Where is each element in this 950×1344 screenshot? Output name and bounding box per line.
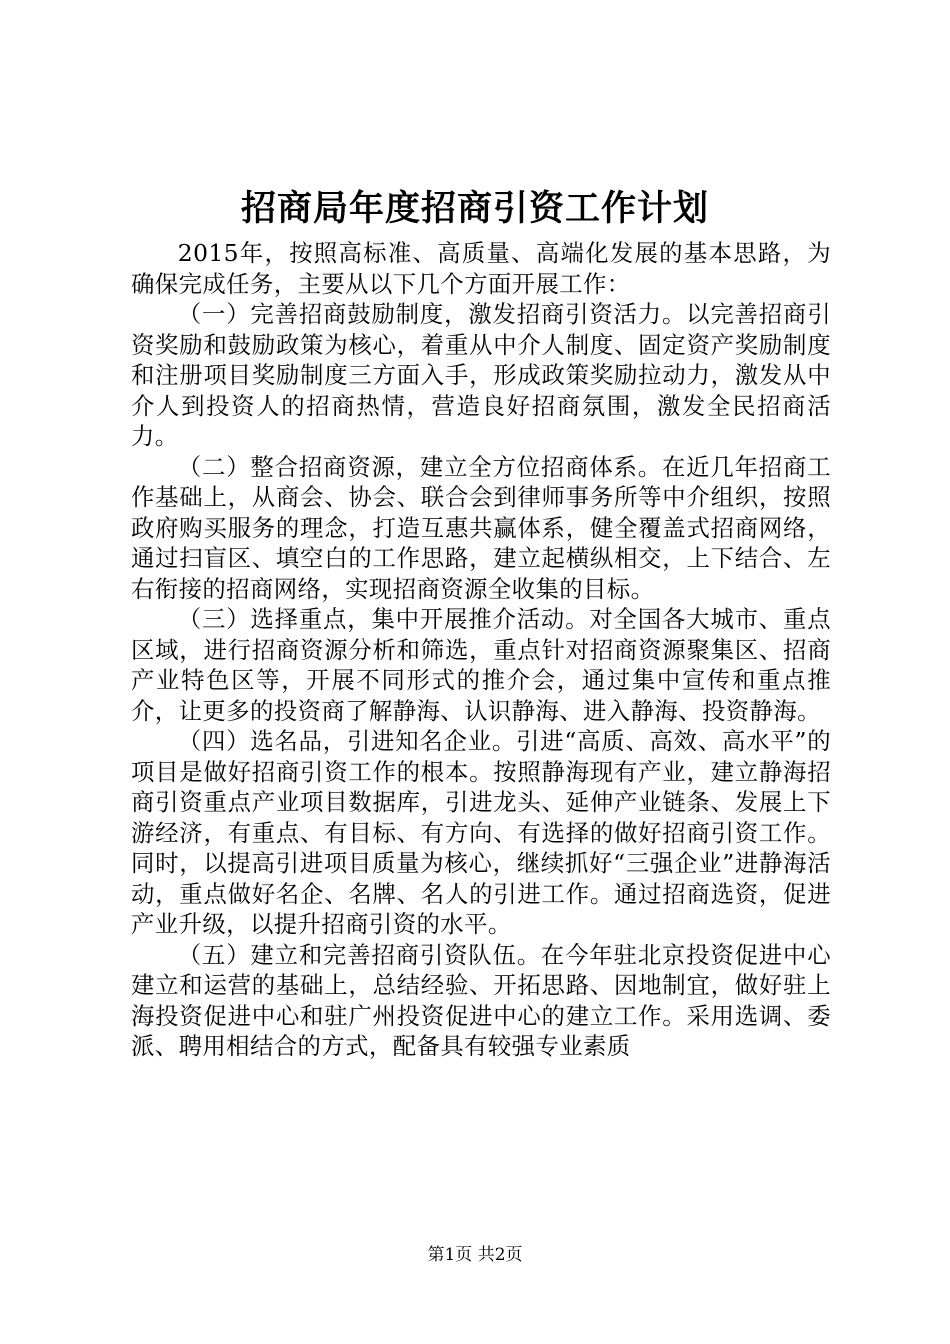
document-body <box>131 238 831 1062</box>
paragraph-section-4: （四）选名品，引进知名企业。引进“高质、高效、高水平”的项目是做好招商引资工作的根本。按照静海现有产业，建立静海招商引资重点产业项目数据库，引进龙头、延伸产业链条、发展上下游经济，有重点、有目标、有方向、有选择的做好招商引资工作。同时，以提高引进项目质量为核心，继续抓好“三强企业”进静海活动，重点做好名企、名牌、名人的引进工作。通过招商选资，促进产业升级，以提升招商引资的水平。 <box>131 727 831 938</box>
page-number-footer: 第1页 共2页 <box>427 1245 523 1265</box>
paragraph-section-5: （五）建立和完善招商引资队伍。在今年驻北京投资促进中心建立和运营的基础上，总结经验、开拓思路、因地制宜，做好驻上海投资促进中心和驻广州投资促进中心的建立工作。采用选调、委派、聘用相结合的方式，配备具有较强专业素质 <box>131 940 831 1060</box>
document-title: 招商局年度招商引资工作计划 <box>240 188 709 229</box>
paragraph-section-2: （二）整合招商资源，建立全方位招商体系。在近几年招商工作基础上，从商会、协会、联合会到律师事务所等中介组织，按照政府购买服务的理念，打造互惠共赢体系，健全覆盖式招商网络，通过扫盲区、填空白的工作思路，建立起横纵相交，上下结合、左右衔接的招商网络，实现招商资源全收集的目标。 <box>131 452 831 603</box>
paragraph-section-3: （三）选择重点，集中开展推介活动。对全国各大城市、重点区域，进行招商资源分析和筛选，重点针对招商资源聚集区、招商产业特色区等，开展不同形式的推介会，通过集中宣传和重点推介，让更多的投资商了解静海、认识静海、进入静海、投资静海。 <box>131 605 831 725</box>
paragraph-intro: 2015年，按照高标准、高质量、高端化发展的基本思路，为确保完成任务，主要从以下几个方面开展工作： <box>131 239 831 298</box>
paragraph-section-1: （一）完善招商鼓励制度，激发招商引资活力。以完善招商引资奖励和鼓励政策为核心，着重从中介人制度、固定资产奖励制度和注册项目奖励制度三方面入手，形成政策奖励拉动力，激发从中介人到投资人的招商热情，营造良好招商氛围，激发全民招商活力。 <box>131 300 831 450</box>
